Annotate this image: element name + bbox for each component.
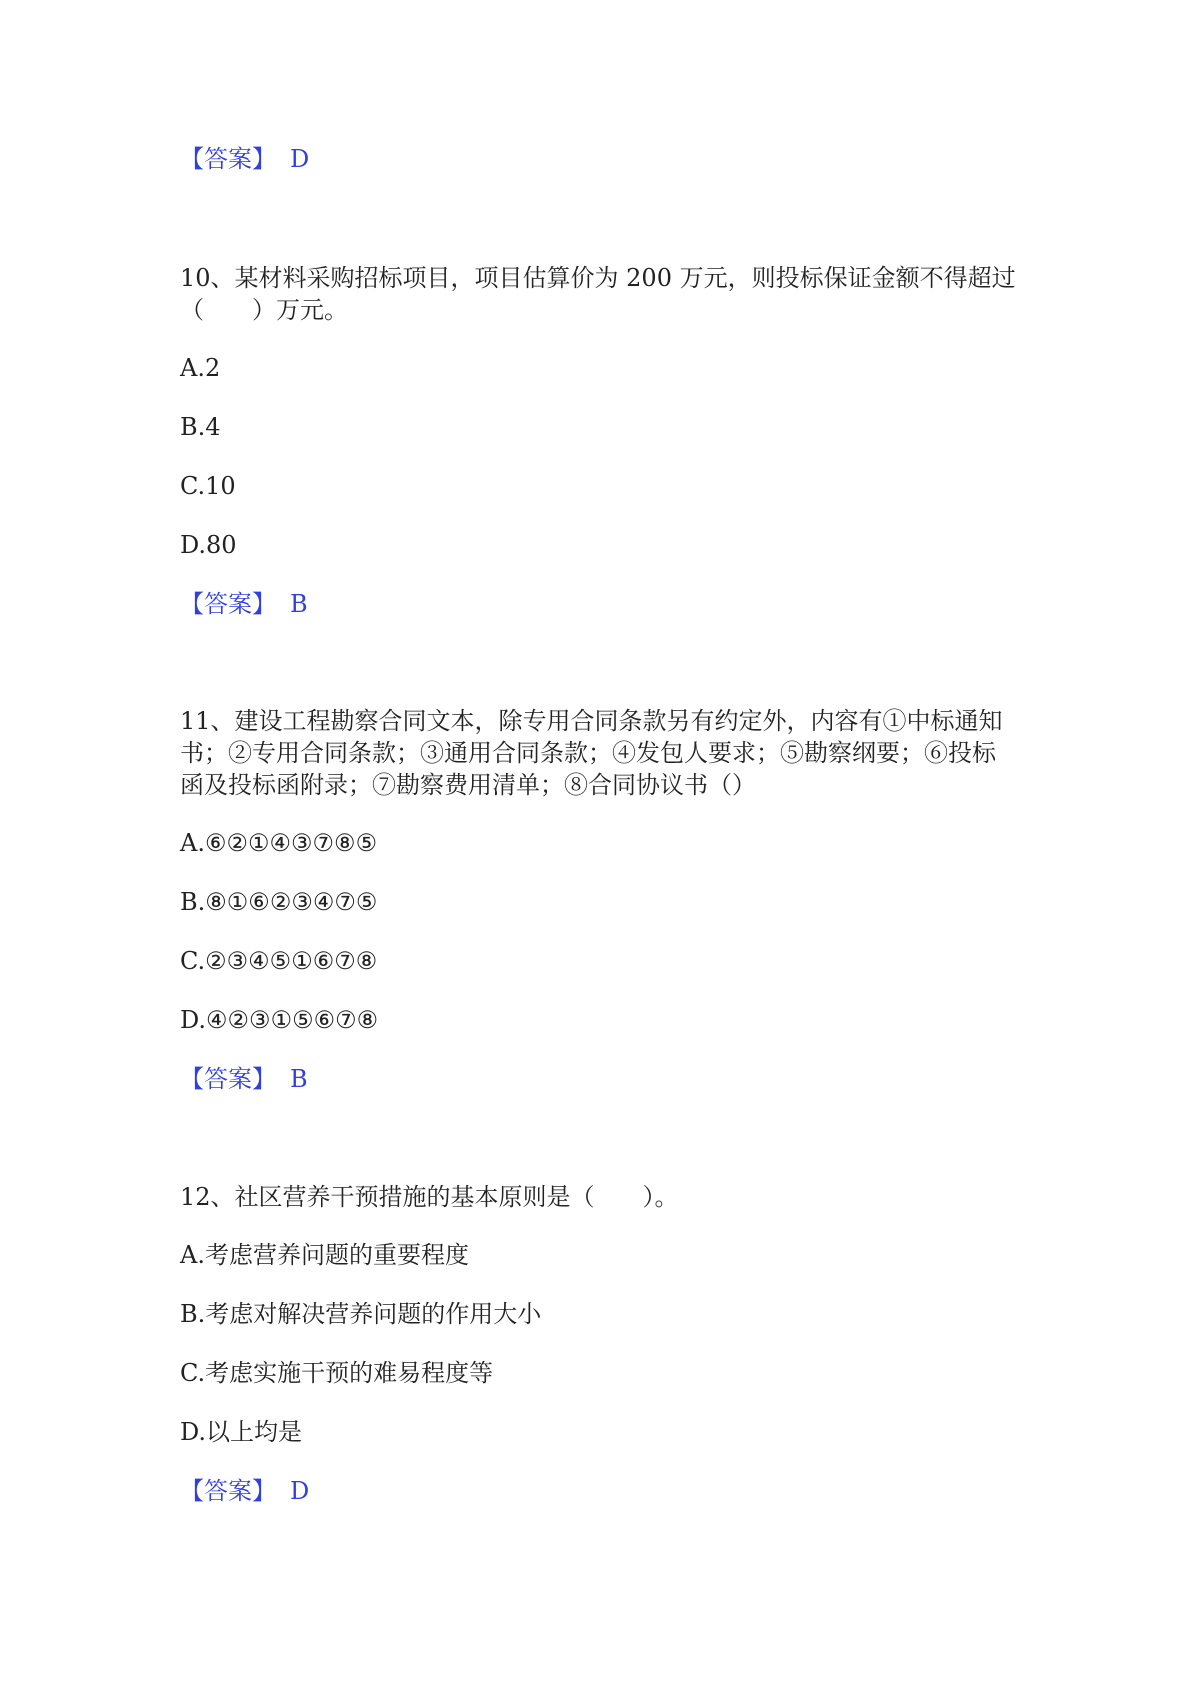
question-12-option-b: B.考虑对解决营养问题的作用大小 xyxy=(180,1300,542,1328)
answer-value: D xyxy=(290,145,310,173)
question-12-option-d: D.以上均是 xyxy=(180,1418,303,1446)
question-10-option-a: A.2 xyxy=(180,354,221,382)
answer-label: 【答案】 xyxy=(180,145,276,173)
question-11-option-b: B.⑧①⑥②③④⑦⑤ xyxy=(180,888,378,916)
answer-q10 xyxy=(180,588,308,620)
question-11-option-a: A.⑥②①④③⑦⑧⑤ xyxy=(180,829,378,857)
question-11-option-d: D.④②③①⑤⑥⑦⑧ xyxy=(180,1006,379,1034)
question-12-option-a: A.考虑营养问题的重要程度 xyxy=(180,1241,469,1269)
answer-label: 【答案】 xyxy=(180,1477,276,1505)
question-10-option-d: D.80 xyxy=(180,531,237,559)
answer-value: B xyxy=(290,590,308,618)
question-10-option-c: C.10 xyxy=(180,472,236,500)
question-11-option-c: C.②③④⑤①⑥⑦⑧ xyxy=(180,947,378,975)
question-10-text-line-1: 10、某材料采购招标项目，项目估算价为 200 万元，则投标保证金额不得超过 xyxy=(180,264,1016,292)
answer-label: 【答案】 xyxy=(180,590,276,618)
answer-q12 xyxy=(180,1475,309,1507)
question-10-option-b: B.4 xyxy=(180,413,221,441)
answer-value: B xyxy=(290,1065,308,1093)
question-11-text-line-1: 11、建设工程勘察合同文本，除专用合同条款另有约定外，内容有①中标通知 xyxy=(180,707,1003,735)
question-10-text-line-2: （ ）万元。 xyxy=(180,296,348,324)
question-12-text-line-1: 12、社区营养干预措施的基本原则是（ ）。 xyxy=(180,1183,679,1211)
answer-q11 xyxy=(180,1063,308,1095)
question-12-option-c: C.考虑实施干预的难易程度等 xyxy=(180,1359,494,1387)
answer-q9 xyxy=(180,143,309,175)
question-11-text-line-2: 书；②专用合同条款；③通用合同条款；④发包人要求；⑤勘察纲要；⑥投标 xyxy=(180,739,996,767)
question-11-text-line-3: 函及投标函附录；⑦勘察费用清单；⑧合同协议书（） xyxy=(180,771,756,799)
answer-value: D xyxy=(290,1477,310,1505)
answer-label: 【答案】 xyxy=(180,1065,276,1093)
